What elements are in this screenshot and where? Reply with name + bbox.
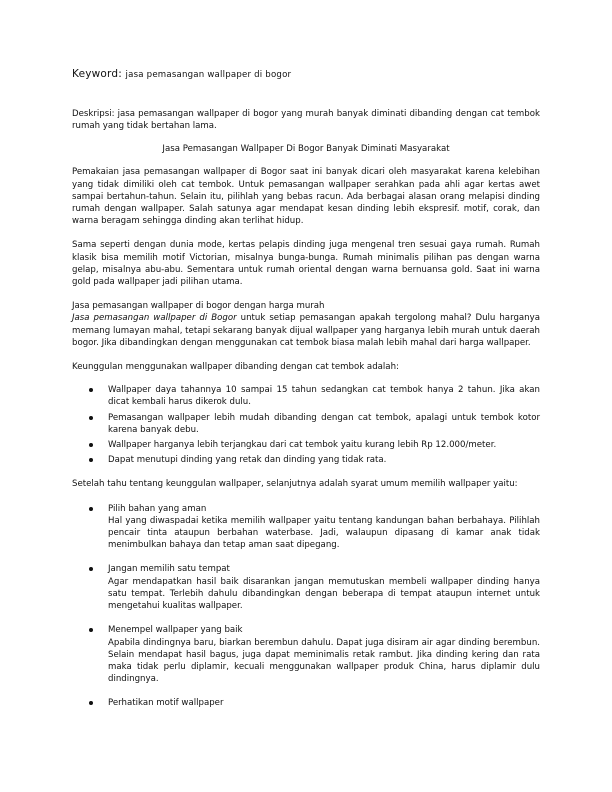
paragraph-3-italic: Jasa pemasangan wallpaper di Bogor (72, 313, 237, 324)
list-item: Dapat menutupi dinding yang retak dan dinding yang tidak rata. (72, 454, 540, 466)
description: Deskripsi: jasa pemasangan wallpaper di bogor yang murah banyak diminati dibanding dengan cat tembok rumah yang tidak bertahan lama. (72, 109, 540, 132)
list-item: Wallpaper harganya lebih terjangkau dari cat tembok yaitu kurang lebih Rp 12.000/meter. (72, 439, 540, 451)
paragraph-4: Keunggulan menggunakan wallpaper dibanding dengan cat tembok adalah: (72, 362, 399, 373)
list-item (72, 624, 540, 685)
article-title: Jasa Pemasangan Wallpaper Di Bogor Banyak Diminati Masyarakat (162, 144, 450, 155)
list-item: Pemasangan wallpaper lebih mudah dibanding dengan cat tembok, apalagi untuk tembok kotor karena banyak debu. (72, 412, 540, 436)
paragraph-2: Sama seperti dengan dunia mode, kertas pelapis dinding juga mengenal tren sesuai gaya rumah. Rumah klasik bisa memilih motif Victorian, misalnya bunga-bunga. Rumah minimalis pilihan pas dengan warna gelap, misalnya abu-abu. Sementara untuk rumah oriental dengan warna bernuansa gold. Saat ini warna gold pada wallpaper jadi pilihan utama. (72, 240, 540, 288)
list-item (72, 503, 540, 552)
paragraph-5: Setelah tahu tentang keunggulan wallpaper, selanjutnya adalah syarat umum memilih wallpaper yaitu: (72, 479, 518, 490)
tip-text: Apabila dindingnya baru, biarkan berembun dahulu. Dapat juga disiram air agar dinding berembun. Selain mendapat hasil bagus, juga dapat meminimalis retak rambut. Jika dinding kering dan rata maka tidak perlu diplamir, kecuali menggunakan wallpaper produk China, harus diplamir dulu dindingnya. (108, 637, 540, 685)
paragraph-1: Pemakaian jasa pemasangan wallpaper di Bogor saat ini banyak dicari oleh masyarakat karena kelebihan yang tidak dimiliki oleh cat tembok. Untuk pemasangan wallpaper serahkan pada ahli agar kertas awet sampai bertahun-tahun. Selain itu, pilihlah yang bebas racun. Ada berbagai alasan orang melapisi dinding rumah dengan wallpaper. Salah satunya agar mendapat kesan dinding lebih ekspresif. motif, corak, dan warna beragam sehingga dinding akan terlihat hidup. (72, 167, 540, 227)
tip-title: Perhatikan motif wallpaper (108, 698, 224, 709)
tip-title: Jangan memilih satu tempat (108, 564, 230, 575)
keyword-line (72, 68, 540, 80)
paragraph-3-rest: untuk setiap pemasangan apakah tergolong mahal? Dulu harganya memang lumayan mahal, tetapi sekarang banyak dijual wallpaper yang harganya lebih murah untuk daerah bogor. Jika dibandingkan dengan menggunakan cat tembok biasa malah lebih mahal dari harga wallpaper. (72, 313, 540, 348)
keyword-value: jasa pemasangan wallpaper di bogor (125, 70, 292, 80)
tip-text: Hal yang diwaspadai ketika memilih wallpaper yaitu tentang kandungan bahan berbahaya. Pilihlah pencair tinta ataupun berbahan waterbase. Jadi, walaupun dipasang di kamar anak tidak menimbulkan bahaya dan tetap aman saat dipegang. (108, 515, 540, 551)
list-item: Wallpaper daya tahannya 10 sampai 15 tahun sedangkan cat tembok hanya 2 tahun. Jika akan dicat kembali harus dikerok dulu. (72, 384, 540, 408)
paragraph-3 (72, 312, 540, 349)
tip-title: Menempel wallpaper yang baik (108, 625, 243, 636)
tip-title: Pilih bahan yang aman (108, 503, 207, 514)
advantages-list (72, 384, 540, 466)
list-item (72, 697, 540, 709)
tips-list (72, 503, 540, 710)
list-item (72, 563, 540, 612)
tip-text: Agar mendapatkan hasil baik disarankan jangan memutuskan membeli wallpaper dinding hanya satu tempat. Terlebih dahulu dibandingkan dengan beberapa di tempat ataupun internet untuk mengetahui kualitas wallpaper. (108, 576, 540, 612)
document-page (72, 68, 540, 710)
keyword-label: Keyword: (72, 68, 122, 80)
section-subheading: Jasa pemasangan wallpaper di bogor dengan harga murah (72, 301, 325, 312)
